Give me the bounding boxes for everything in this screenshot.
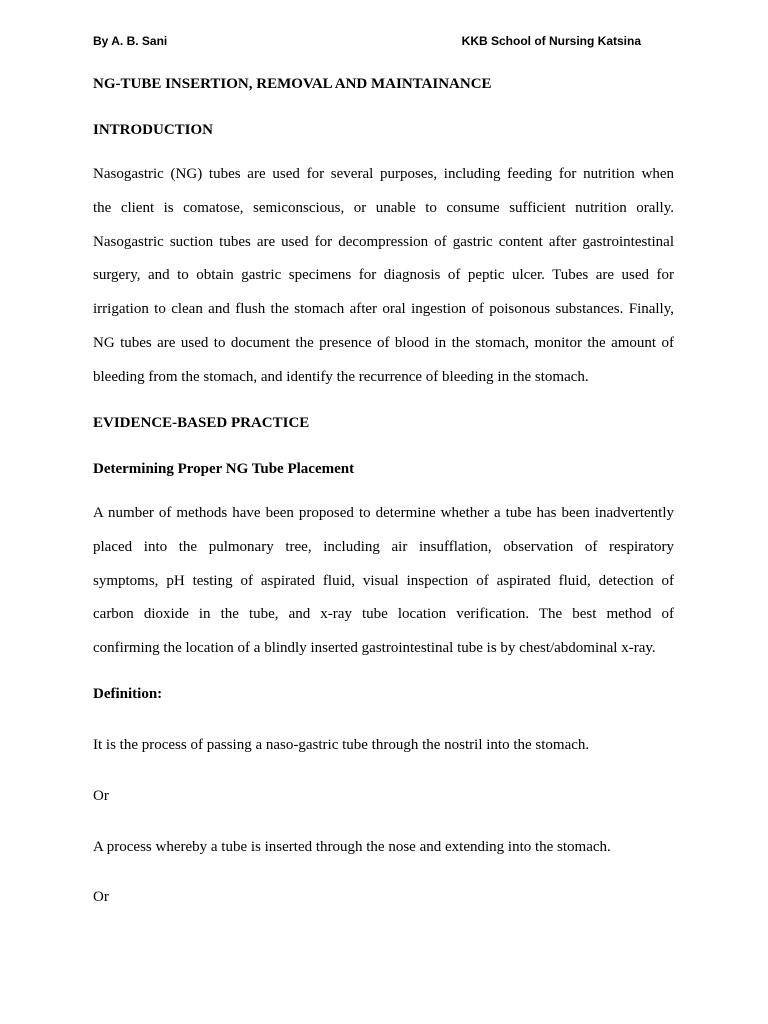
page-header [93, 34, 641, 48]
paragraph-line: confirming the location of a blindly inserted gastrointestinal tube is by chest/abdominal x-ray. [93, 640, 656, 657]
introduction-paragraph [93, 158, 674, 395]
evidence-paragraph [93, 497, 674, 666]
definition-2: A process whereby a tube is inserted through the nose and extending into the stomach. [93, 839, 611, 855]
header-author: By A. B. Sani [93, 34, 168, 48]
definition-1: It is the process of passing a naso-gastric tube through the nostril into the stomach. [93, 737, 590, 753]
evidence-subheading: Determining Proper NG Tube Placement [93, 461, 355, 477]
or-separator-2: Or [93, 889, 109, 905]
paragraph-line: bleeding from the stomach, and identify the recurrence of bleeding in the stomach. [93, 368, 589, 385]
paragraph-line: NG tubes are used to document the presence of blood in the stomach, monitor the amount of [93, 334, 674, 351]
paragraph-line: irrigation to clean and flush the stomach after oral ingestion of poisonous substances. Finally, [93, 301, 674, 318]
document-title: NG-TUBE INSERTION, REMOVAL AND MAINTAINANCE [93, 76, 492, 92]
definition-heading: Definition: [93, 686, 163, 702]
paragraph-line: carbon dioxide in the tube, and x-ray tube location verification. The best method of [93, 606, 674, 623]
paragraph-line: symptoms, pH testing of aspirated fluid, visual inspection of aspirated fluid, detection of [93, 572, 674, 589]
paragraph-line: A number of methods have been proposed to determine whether a tube has been inadvertently [93, 505, 674, 521]
paragraph-line: Nasogastric (NG) tubes are used for several purposes, including feeding for nutrition when [93, 166, 674, 182]
or-separator-1: Or [93, 788, 109, 804]
paragraph-line: Nasogastric suction tubes are used for decompression of gastric content after gastrointestinal [93, 233, 674, 250]
introduction-heading: INTRODUCTION [93, 122, 214, 138]
paragraph-line: surgery, and to obtain gastric specimens for diagnosis of peptic ulcer. Tubes are used for [93, 267, 674, 284]
paragraph-line: the client is comatose, semiconscious, or unable to consume sufficient nutrition orally. [93, 199, 674, 216]
header-institution: KKB School of Nursing Katsina [461, 34, 641, 48]
paragraph-line: placed into the pulmonary tree, including air insufflation, observation of respiratory [93, 538, 674, 555]
evidence-heading: EVIDENCE-BASED PRACTICE [93, 415, 310, 431]
